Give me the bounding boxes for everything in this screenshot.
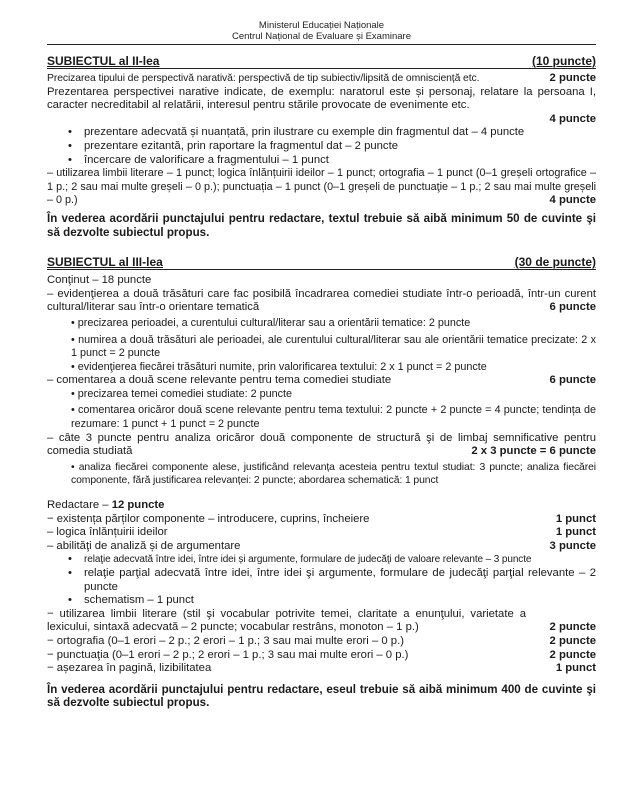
redactare-item-text: − utilizarea limbii literare (stil şi vocabular potrivite temei, claritate a enunţului, varietate a lexicului, sintaxă adecvată – 2 puncte; vocabular restrâns, monoton – 1 p.) xyxy=(47,607,526,634)
bullet-icon: • xyxy=(71,461,75,473)
redactare-item xyxy=(47,662,596,676)
c2-text: – comentarea a două scene relevante pentru tema comediei studiate xyxy=(47,374,392,387)
bullet-text: precizarea perioadei, a curentului cultural/literar sau a orientării tematice: 2 puncte xyxy=(77,316,471,329)
s2-item-3 xyxy=(47,167,596,208)
redactare-item-points: 2 puncte xyxy=(549,634,596,647)
c3-text: – câte 3 puncte pentru analiza oricăror două componente de structură şi de limbaj semnificative pentru comedia studiată xyxy=(47,431,596,458)
continut-points: 18 puncte xyxy=(101,274,152,287)
bullet-icon: • xyxy=(68,139,72,152)
s2-item-2-points: 4 puncte xyxy=(549,112,596,125)
bullet-icon: • xyxy=(68,126,72,139)
redactare-heading xyxy=(47,499,596,513)
c2-points: 6 puncte xyxy=(549,374,596,387)
c3-points: 2 x 3 puncte = 6 puncte xyxy=(471,445,596,458)
arg-bullet xyxy=(47,594,596,608)
arg-bullet xyxy=(47,553,596,567)
section-2-points: (10 puncte) xyxy=(531,54,596,68)
ministry-name: Ministerul Educației Naționale xyxy=(258,20,385,31)
bullet-text: relaţie adecvată între idei, între idei și argumente, formulare de judecăţi de valoare relevante – 3 puncte xyxy=(84,554,532,566)
bullet-text: schematism – 1 punct xyxy=(84,594,194,607)
bullet-icon: • xyxy=(68,553,72,566)
redactare-item-text: − ortografia (0–1 erori – 2 p.; 2 erori – 1 p.; 3 sau mai multe erori – 0 p.) xyxy=(47,634,404,647)
s2-bullet xyxy=(47,140,596,154)
bullet-text: precizarea temei comediei studiate: 2 puncte xyxy=(77,387,293,400)
c1-text: – evidenţierea a două trăsături care fac posibilă încadrarea comediei studiate într-o perioadă, într-un curent cultural/literar sau într-o orientare tematică xyxy=(47,287,596,314)
s2-bullet xyxy=(47,154,596,168)
redactare-item xyxy=(47,540,596,554)
section-3-name: SUBIECTUL al III-lea xyxy=(47,255,163,270)
bullet-icon: • xyxy=(68,594,72,607)
bullet-text: prezentare adecvată și nuanțată, prin ilustrare cu exemple din fragmentul dat – 4 puncte xyxy=(84,126,525,139)
c1-bullet xyxy=(47,361,596,375)
bullet-text: numirea a două trăsături ale perioadei, ale curentului cultural/literar sau ale orientării tematice precizate: 2 x 1 punct = 2 puncte xyxy=(71,333,597,360)
redactare-item-text: – logica înlănțuirii ideilor xyxy=(47,526,168,539)
redactare-item-points: 2 puncte xyxy=(549,621,596,634)
redactare-item-points: 1 punct xyxy=(555,526,596,539)
s2-item-1-points: 2 puncte xyxy=(549,72,596,84)
bullet-text: evidenţierea fiecărei trăsături numite, prin valorificarea textului: 2 x 1 punct = 2 puncte xyxy=(77,360,487,373)
c3-bullet xyxy=(47,461,596,488)
c1-bullet xyxy=(47,334,596,361)
bullet-icon: • xyxy=(71,387,75,400)
arg-bullet xyxy=(47,567,596,594)
header-divider xyxy=(47,44,596,45)
redactare-item-text: − existența părților componente – introducere, cuprins, încheiere xyxy=(47,512,370,525)
bullet-text: relaţie parţial adecvată între idei, între idei şi argumente, formulare de judecăţi parţial relevante – 2 puncte xyxy=(84,567,596,593)
bullet-icon: • xyxy=(71,316,75,329)
bullet-text: încercare de valorificare a fragmentului – 1 punct xyxy=(84,153,329,166)
section-3-title xyxy=(47,255,596,270)
redactare-item-text: – abilităţi de analiză și de argumentare xyxy=(47,539,241,552)
redactare-item-points: 2 puncte xyxy=(549,648,596,661)
redactare-item-text: − așezarea în pagină, lizibilitatea xyxy=(47,662,212,675)
c1-bullet xyxy=(47,317,596,331)
redactare-item-text: − punctuaţia (0–1 erori – 2 p.; 2 erori – 1 p.; 3 sau mai multe erori – 0 p.) xyxy=(47,648,409,661)
section-3-points: (30 de puncte) xyxy=(514,255,596,270)
redactare-item xyxy=(47,526,596,540)
s3-note: În vederea acordării punctajului pentru redactare, eseul trebuie să aibă minimum 400 de cuvinte şi să dezvolte subiectul propus. xyxy=(47,682,596,710)
bullet-text: analiza fiecărei componente alese, justificând relevanța acesteia pentru textul studiat: 3 puncte; analiza fiecărei componente, fără justificarea relevanței: 2 puncte; abordarea schematică: 1 punct xyxy=(71,461,596,487)
s2-note: În vederea acordării punctajului pentru redactare, textul trebuie să aibă minimum 50 de cuvinte şi să dezvolte subiectul propus. xyxy=(47,211,596,239)
bullet-icon: • xyxy=(71,404,75,417)
document-header xyxy=(47,20,596,42)
bullet-icon: • xyxy=(71,360,75,373)
s2-item-3-text: – utilizarea limbii literare – 1 punct; logica înlănțuirii ideilor – 1 punct; ortografia – 1 punct (0–1 greșeli ortografice – 1 p.; 2 sau mai multe greșeli – 0 p.); punctuația – 1 punct (0–1 greșeli de punctuaţie – 1 p.; 2 sau mai multe greșeli – 0 p.) xyxy=(47,167,596,207)
bullet-icon: • xyxy=(71,333,75,346)
redactare-item xyxy=(47,513,596,527)
redactare-item-points: 3 puncte xyxy=(549,539,596,552)
s2-item-1 xyxy=(47,72,596,86)
center-name: Centrul Național de Evaluare și Examinare xyxy=(231,31,411,42)
continut-heading xyxy=(47,274,596,288)
bullet-text: prezentare ezitantă, prin raportare la fragmentul dat – 2 puncte xyxy=(84,139,398,152)
redactare-points: 12 puncte xyxy=(111,499,165,512)
s2-bullet xyxy=(47,126,596,140)
c2-row xyxy=(47,374,596,388)
s2-item-2-text: Prezentarea perspectivei narative indicate, de exemplu: naratorul este și personaj, relatare la persoana I, caracter necreditabil al relatării, interesul pentru stările provocate de evenimente etc. xyxy=(47,85,596,112)
c2-bullet xyxy=(47,404,596,431)
section-2-name: SUBIECTUL al II-lea xyxy=(47,54,160,68)
bullet-icon: • xyxy=(68,567,72,579)
document-page xyxy=(47,20,596,710)
c1-points: 6 puncte xyxy=(549,301,596,314)
redactare-item-points: 1 punct xyxy=(555,512,596,525)
continut-label: Conţinut – xyxy=(47,274,102,287)
redactare-item xyxy=(47,649,596,663)
s2-item-1-text: Precizarea tipului de perspectivă narativă: perspectivă de tip subiectiv/lipsită de omnisciență etc. xyxy=(47,73,480,84)
section-2-title xyxy=(47,54,596,69)
redactare-label: Redactare – xyxy=(47,499,112,512)
c2-bullet xyxy=(47,388,596,402)
s2-item-3-points: 4 puncte xyxy=(549,194,596,207)
bullet-text: comentarea oricăror două scene relevante pentru tema textului: 2 puncte + 2 puncte = 4 puncte; tendința de rezumare: 1 punct + 1 punct = 2 puncte xyxy=(71,404,596,431)
redactare-item xyxy=(47,635,596,649)
redactare-item-points: 1 punct xyxy=(555,662,596,675)
bullet-icon: • xyxy=(68,153,72,166)
